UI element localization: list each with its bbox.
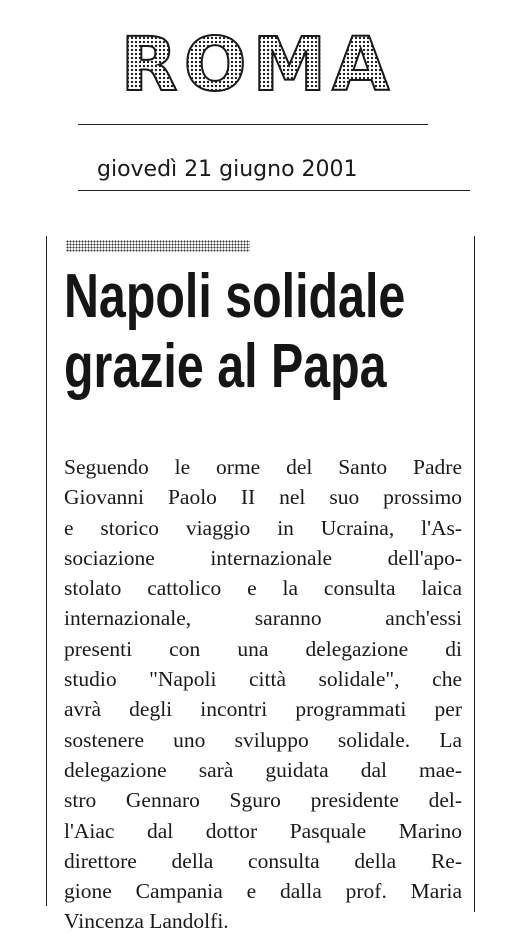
- body-line: gione Campania e dalla prof. Maria: [64, 879, 462, 904]
- headline-line: Napoli solidale: [64, 262, 406, 331]
- body-line: presenti con una delegazione di: [64, 636, 462, 661]
- body-line: stolato cattolico e la consulta laica: [64, 576, 462, 601]
- body-line: Giovanni Paolo II nel suo prossimo: [64, 485, 462, 510]
- body-line: e storico viaggio in Ucraina, l'As-: [64, 515, 462, 540]
- article-body: [64, 452, 462, 937]
- body-line: direttore della consulta della Re-: [64, 848, 462, 873]
- body-line: stro Gennaro Sguro presidente del-: [64, 788, 462, 813]
- body-line: delegazione sarà guidata dal mae-: [64, 757, 462, 782]
- date-rule: [78, 190, 470, 191]
- body-line: Seguendo le orme del Santo Padre: [64, 455, 462, 479]
- body-line: studio "Napoli città solidale", che: [64, 667, 462, 692]
- body-line: Vincenza Landolfi.: [64, 909, 229, 934]
- masthead-rule: [78, 124, 428, 125]
- column-rule-right: [474, 236, 475, 912]
- publication-date: giovedì 21 giugno 2001: [97, 157, 358, 182]
- article-headline: [64, 262, 406, 402]
- body-line: l'Aiac dal dottor Pasquale Marino: [64, 818, 462, 843]
- body-line: sociazione internazionale dell'apo-: [64, 545, 462, 570]
- kicker-screen-bar: [66, 240, 250, 252]
- body-line: internazionale, saranno anch'essi: [64, 606, 462, 631]
- column-rule-left: [46, 236, 47, 906]
- body-line: sostenere uno sviluppo solidale. La: [64, 727, 462, 752]
- body-line: avrà degli incontri programmati per: [64, 697, 462, 722]
- headline-line: grazie al Papa: [64, 332, 387, 401]
- masthead-logo: ROMA: [78, 28, 438, 102]
